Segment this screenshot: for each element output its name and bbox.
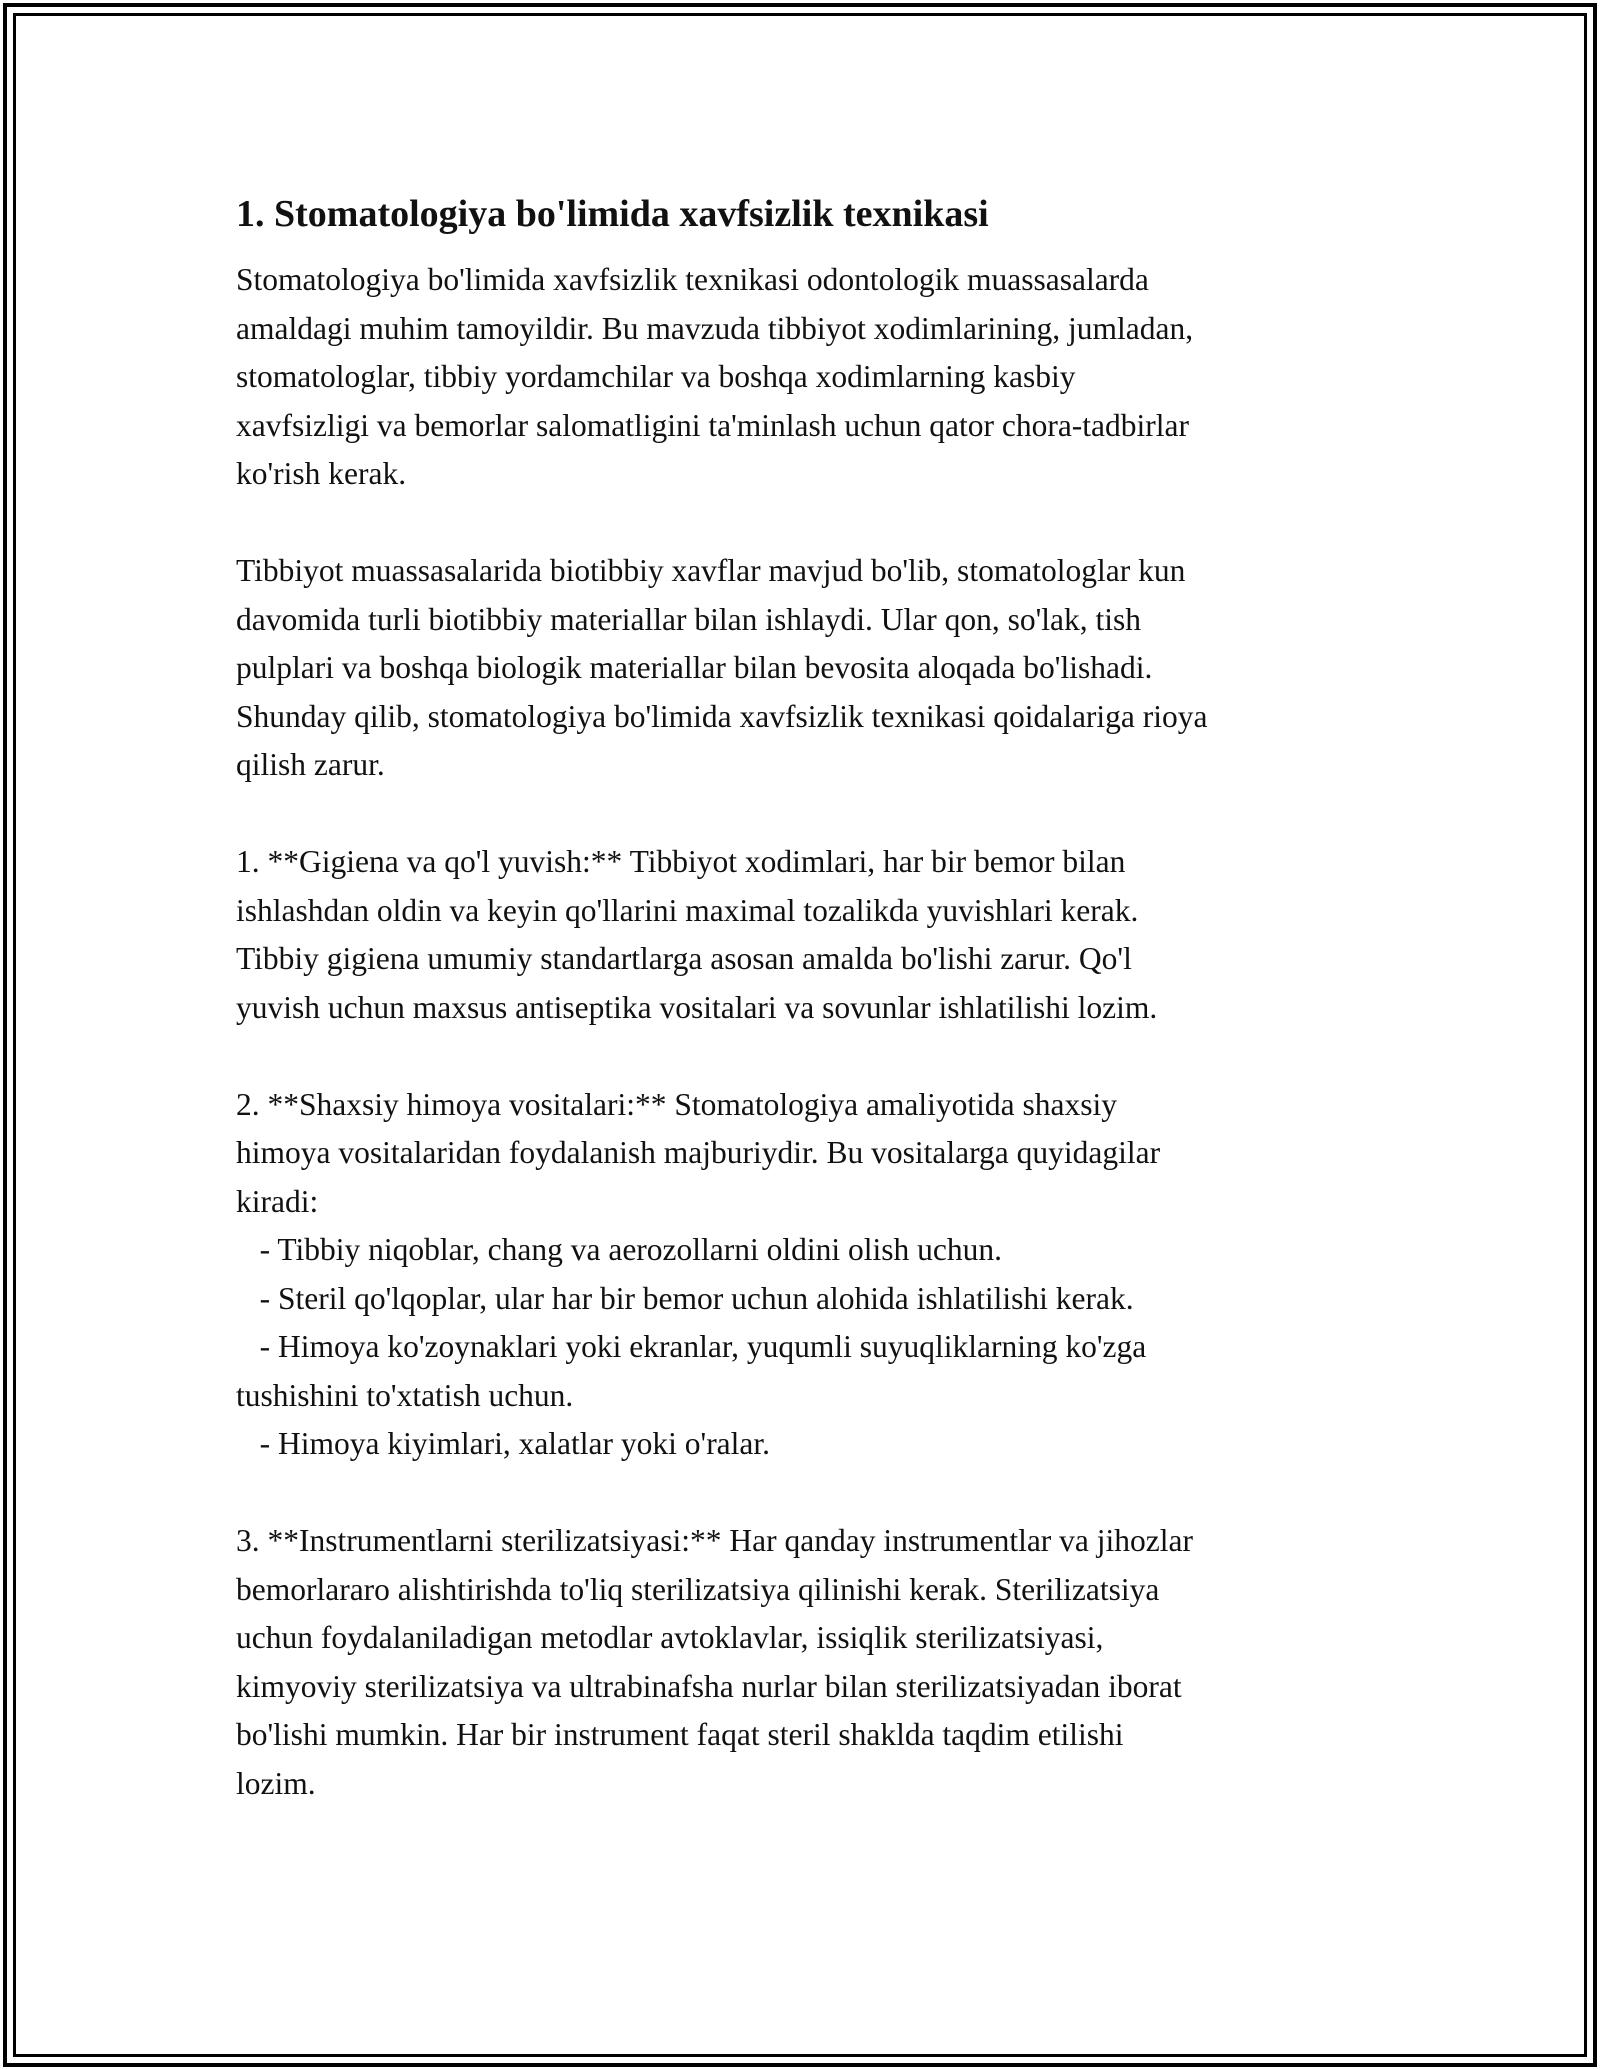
paragraph-biohazards: Tibbiyot muassasalarida biotibbiy xavflar mavjud bo'lib, stomatologlar kun davomida turli biotibbiy materiallar bilan ishlaydi. Ular qon, so'lak, tish pulplari va boshqa biologik materiallar bilan bevosita aloqada bo'lishadi. Shunday qilib, stomatologiya bo'limida xavfsizlik texnikasi qoidalariga rioya qilish zarur. [236,553,1208,782]
document-title: 1. Stomatologiya bo'limida xavfsizlik texnikasi [236,193,989,235]
document-body [236,190,1396,1808]
paragraph-hygiene: 1. **Gigiena va qo'l yuvish:** Tibbiyot xodimlari, har bir bemor bilan ishlashdan oldin va keyin qo'llarini maximal tozalikda yuvishlari kerak. Tibbiy gigiena umumiy standartlarga asosan amalda bo'lishi zarur. Qo'l yuvish uchun maxsus antiseptika vositalari va sovunlar ishlatilishi lozim. [236,844,1158,1025]
paragraph-sterilization: 3. **Instrumentlarni sterilizatsiyasi:** Har qanday instrumentlar va jihozlar bemorlararo alishtirishda to'liq sterilizatsiya qilinishi kerak. Sterilizatsiya uchun foydalaniladigan metodlar avtoklavlar, issiqlik sterilizatsiyasi, kimyoviy sterilizatsiya va ultrabinafsha nurlar bilan sterilizatsiyadan iborat bo'lishi mumkin. Har bir instrument faqat steril shaklda taqdim etilishi lozim. [236,1523,1193,1801]
paragraph-intro: Stomatologiya bo'limida xavfsizlik texnikasi odontologik muassasalarda amaldagi muhim tamoyildir. Bu mavzuda tibbiyot xodimlarining, jumladan, stomatologlar, tibbiy yordamchilar va boshqa xodimlarning kasbiy xavfsizligi va bemorlar salomatligini ta'minlash uchun qator chora-tadbirlar ko'rish kerak. [236,262,1194,491]
paragraph-protective-equipment: 2. **Shaxsiy himoya vositalari:** Stomatologiya amaliyotida shaxsiy himoya vositalaridan foydalanish majburiydir. Bu vositalarga quyidagilar kiradi: - Tibbiy niqoblar, chang va aerozollarni oldini olish uchun. - Steril qo'lqoplar, ular har bir bemor uchun alohida ishlatilishi kerak. - Himoya ko'zoynaklari yoki ekranlar, yuqumli suyuqliklarning ko'zga tushishini to'xtatish uchun. - Himoya kiyimlari, xalatlar yoki o'ralar. [236,1086,1161,1461]
